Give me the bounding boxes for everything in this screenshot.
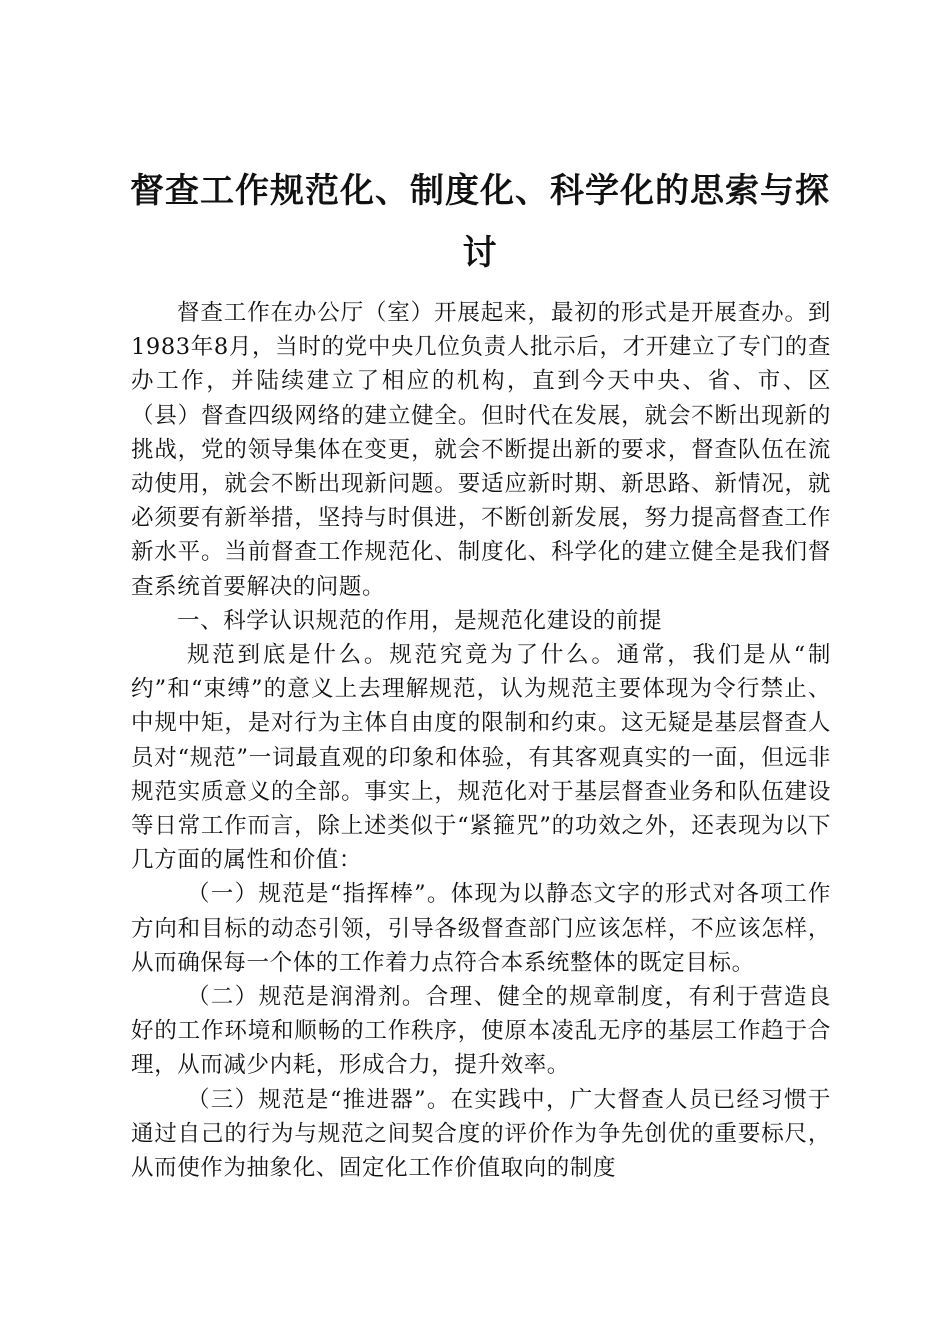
paragraph-intro: 督查工作在办公厅（室）开展起来，最初的形式是开展查办。到1983年8月，当时的党中央几位负责人批示后，才开建立了专门的查办工作，并陆续建立了相应的机构，直到今天中央、省、市、区（县）督查四级网络的建立健全。但时代在发展，就会不断出现新的挑战，党的领导集体在变更，就会不断提出新的要求，督查队伍在流动使用，就会不断出现新问题。要适应新时期、新思路、新情况，就必须要有新举措，坚持与时俱进，不断创新发展，努力提高督查工作新水平。当前督查工作规范化、制度化、科学化的建立健全是我们督查系统首要解决的问题。: [131, 300, 831, 600]
document-body: [131, 296, 831, 1185]
document-title: 督查工作规范化、制度化、科学化的思索与探讨: [130, 171, 830, 273]
paragraph-point-3: （三）规范是“推进器”。在实践中，广大督查人员已经习惯于通过自己的行为与规范之间契合度的评价作为争先创优的重要标尺，从而使作为抽象化、固定化工作价值取向的制度: [131, 1086, 831, 1182]
paragraph-point-1: （一）规范是“指挥棒”。体现为以静态文字的形式对各项工作方向和目标的动态引领，引导各级督查部门应该怎样，不应该怎样，从而确保每一个体的工作着力点符合本系统整体的既定目标。: [131, 881, 831, 976]
paragraph-norm-definition: 规范到底是什么。规范究竟为了什么。通常，我们是从“制约”和“束缚”的意义上去理解规范，认为规范主要体现为令行禁止、中规中矩，是对行为主体自由度的限制和约束。这无疑是基层督查人员对“规范”一词最直观的印象和体验，有其客观真实的一面，但远非规范实质意义的全部。事实上，规范化对于基层督查业务和队伍建设等日常工作而言，除上述类似于“紧箍咒”的功效之外，还表现为以下几方面的属性和价值：: [131, 642, 831, 874]
section-heading-1: 一、科学认识规范的作用，是规范化建设的前提: [177, 607, 663, 634]
paragraph-point-2: （二）规范是润滑剂。合理、健全的规章制度，有利于营造良好的工作环境和顺畅的工作秩序，使原本凌乱无序的基层工作趋于合理，从而减少内耗，形成合力，提升效率。: [131, 984, 831, 1079]
